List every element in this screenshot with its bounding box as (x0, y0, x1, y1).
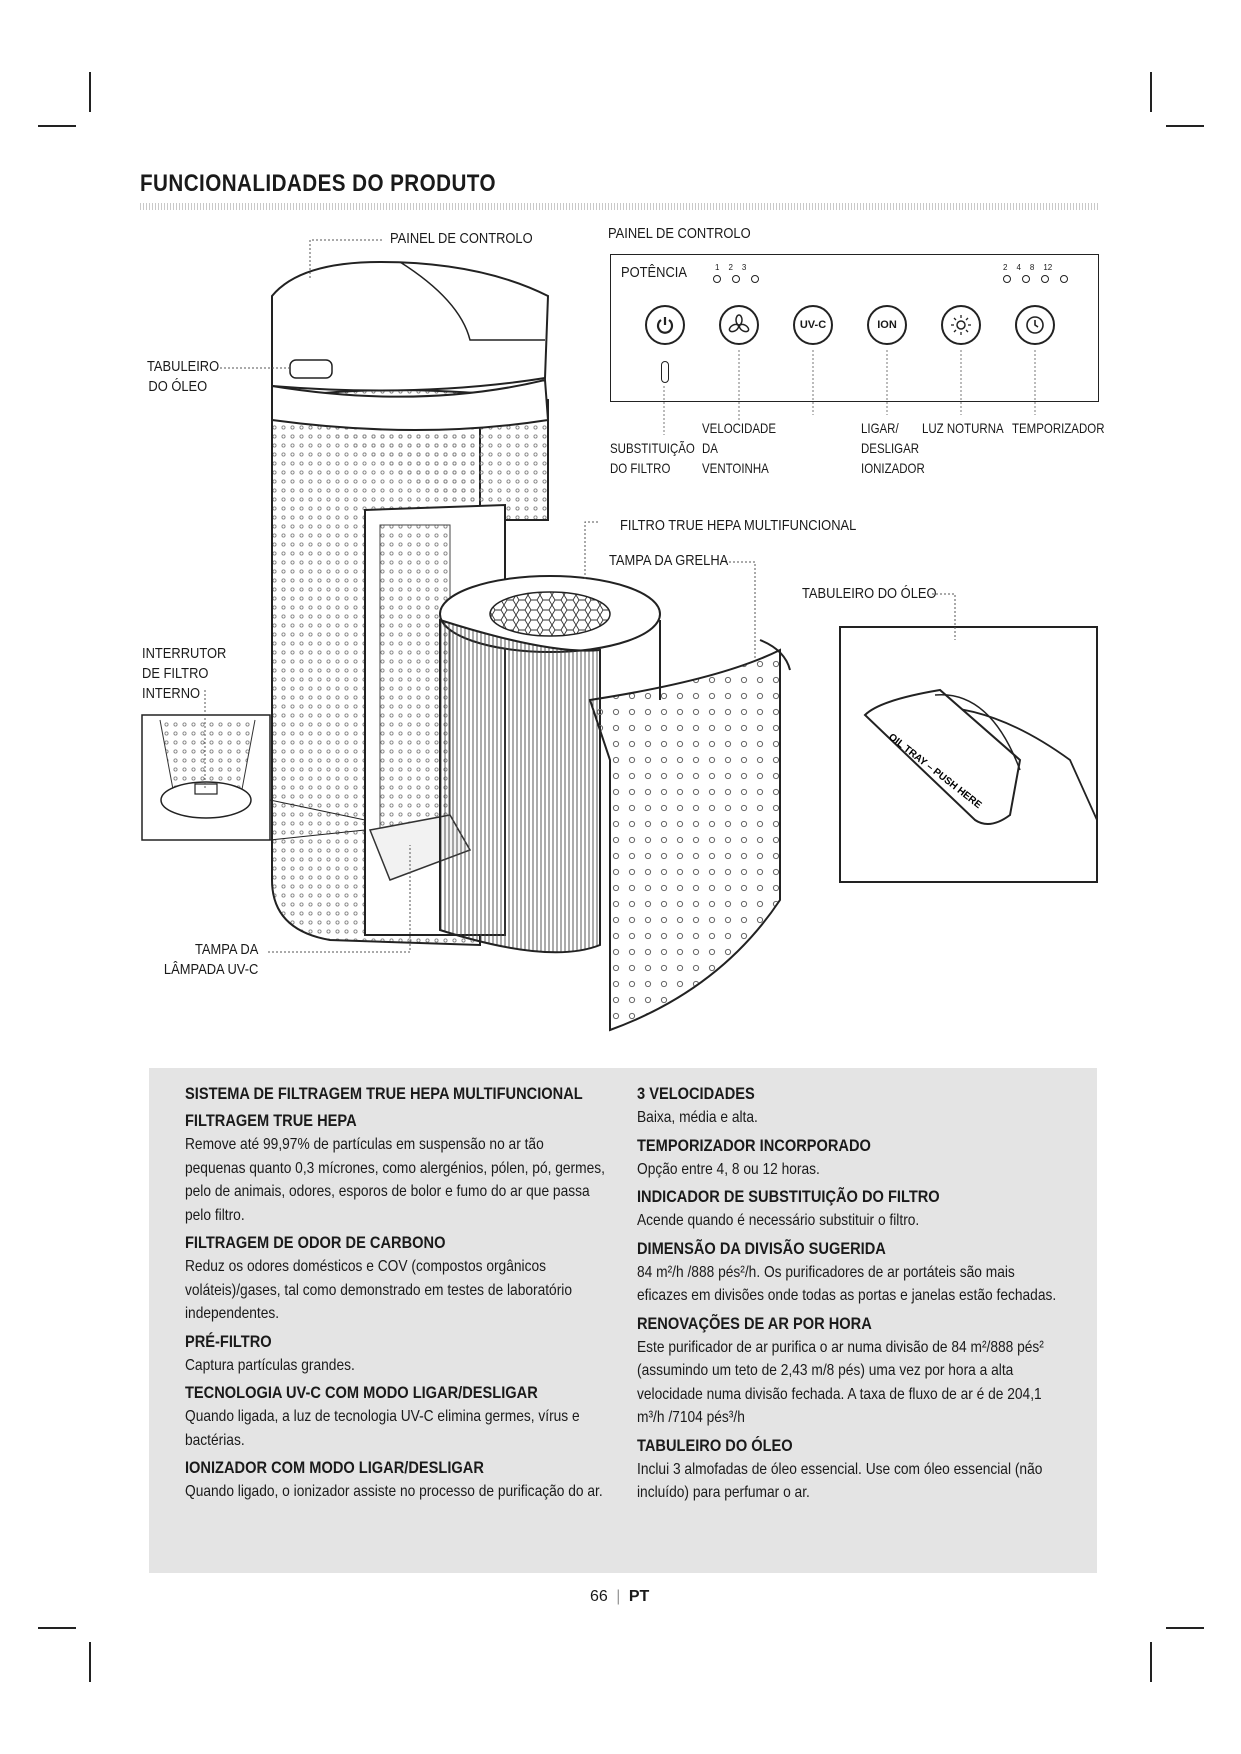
feature-heading: DIMENSÃO DA DIVISÃO SUGERIDA (637, 1238, 886, 1258)
feature-heading: FILTRAGEM DE ODOR DE CARBONO (185, 1233, 446, 1252)
speed-number: 2 (728, 263, 733, 272)
label-hepa-filter: FILTRO TRUE HEPA MULTIFUNCIONAL (620, 517, 857, 534)
callout-ionizer: LIGAR/ DESLIGAR IONIZADOR (861, 420, 925, 476)
feature-heading: 3 VELOCIDADES (637, 1084, 755, 1103)
feature-text: Captura partículas grandes. (185, 1356, 355, 1374)
control-panel-title: PAINEL DE CONTROLO (608, 225, 751, 242)
feature-text: 84 m²/h /888 pés²/h. Os purificadores de ar portáteis são mais eficazes em divisões onde todas as portas e janelas estão fechadas. (637, 1263, 1057, 1304)
crop-mark-bottom-left-h (38, 1627, 76, 1629)
feature-text: Baixa, média e alta. (637, 1109, 758, 1126)
feature-heading: INDICADOR DE SUBSTITUIÇÃO DO FILTRO (637, 1187, 940, 1206)
label-uvc-cover: TAMPA DA LÂMPADA UV-C (163, 941, 259, 978)
feature-heading: TABULEIRO DO ÓLEO (637, 1435, 793, 1455)
label-control-panel: PAINEL DE CONTROLO (390, 230, 533, 247)
language-code: PT (628, 1588, 650, 1605)
crop-mark-bottom-right-v (1150, 1642, 1152, 1682)
label-oil-tray: TABULEIRO DO ÓLEO (147, 358, 220, 395)
label-oil-tray-detail: TABULEIRO DO ÓLEO (802, 585, 937, 602)
crop-mark-bottom-left-v (89, 1642, 91, 1682)
feature-text: Acende quando é necessário substituir o filtro. (637, 1212, 920, 1229)
callout-filter-replace: SUBSTITUIÇÃO DO FILTRO (610, 440, 695, 476)
ionizer-button[interactable]: ION (867, 305, 907, 345)
timer-number: 4 (1016, 263, 1021, 272)
feature-text: Quando ligada, a luz de tecnologia UV-C elimina germes, vírus e bactérias. (185, 1408, 580, 1449)
oil-tray-engraving: OIL TRAY – PUSH HERE (886, 731, 984, 812)
feature-text: Reduz os odores domésticos e COV (compostos orgânicos voláteis)/gases, tal como demonstrado em testes de laboratório independentes. (185, 1258, 573, 1322)
feature-text: Inclui 3 almofadas de óleo essencial. Use com óleo essencial (não incluído) para perfumar o ar. (637, 1460, 1043, 1501)
feature-text: Quando ligado, o ionizador assiste no processo de purificação do ar. (185, 1483, 603, 1500)
label-grille-cover: TAMPA DA GRELHA (609, 552, 729, 569)
page-title: FUNCIONALIDADES DO PRODUTO (140, 170, 496, 197)
control-panel-leaders (0, 0, 1241, 480)
feature-heading: IONIZADOR COM MODO LIGAR/DESLIGAR (185, 1458, 484, 1477)
callout-timer: TEMPORIZADOR (1012, 420, 1105, 436)
feature-text: Remove até 99,97% de partículas em suspensão no ar tão pequenas quanto 0,3 mícrones, como alergénios, pólen, pó, germes, pelo de animais, odores, esporos de bolor e fumo do ar que passa pelo filtro. (185, 1136, 605, 1224)
timer-number: 2 (1003, 263, 1008, 272)
features-right-column (637, 1082, 1057, 1509)
timer-number: 12 (1043, 263, 1053, 272)
crop-mark-bottom-right-h (1166, 1627, 1204, 1629)
callout-fan-speed: VELOCIDADE DA VENTOINHA (702, 420, 777, 476)
feature-heading: RENOVAÇÕES DE AR POR HORA (637, 1313, 872, 1333)
feature-text: Opção entre 4, 8 ou 12 horas. (637, 1160, 820, 1178)
feature-heading: TECNOLOGIA UV-C COM MODO LIGAR/DESLIGAR (185, 1383, 538, 1402)
feature-heading: SISTEMA DE FILTRAGEM TRUE HEPA MULTIFUNCIONAL (185, 1084, 583, 1103)
features-box (149, 1068, 1097, 1573)
feature-heading: PRÉ-FILTRO (185, 1331, 272, 1351)
hepa-filter (440, 620, 600, 952)
footer-divider: | (616, 1588, 621, 1605)
page-footer (590, 1588, 649, 1606)
callout-night-light: LUZ NOTURNA (922, 420, 1004, 436)
timer-number: 8 (1029, 263, 1035, 272)
speed-number: 1 (715, 263, 720, 272)
feature-heading: TEMPORIZADOR INCORPORADO (637, 1135, 871, 1155)
feature-text: Este purificador de ar purifica o ar numa divisão de 84 m²/888 pés² (assumindo um teto de 2,43 m/8 pés) uma vez por hora a alta velocidade numa divisão fechada. A taxa de fluxo de ar é de 204,1 m³/h /7104 pés³/h (637, 1338, 1044, 1426)
power-label: POTÊNCIA (621, 264, 687, 281)
page-number: 66 (590, 1588, 608, 1605)
grille-cover (590, 650, 780, 1030)
uvc-button[interactable]: UV-C (793, 305, 833, 345)
feature-heading: FILTRAGEM TRUE HEPA (185, 1111, 357, 1130)
label-filter-switch: INTERRUTOR DE FILTRO INTERNO (142, 645, 227, 702)
features-left-column (185, 1082, 605, 1508)
speed-number: 3 (741, 263, 747, 272)
